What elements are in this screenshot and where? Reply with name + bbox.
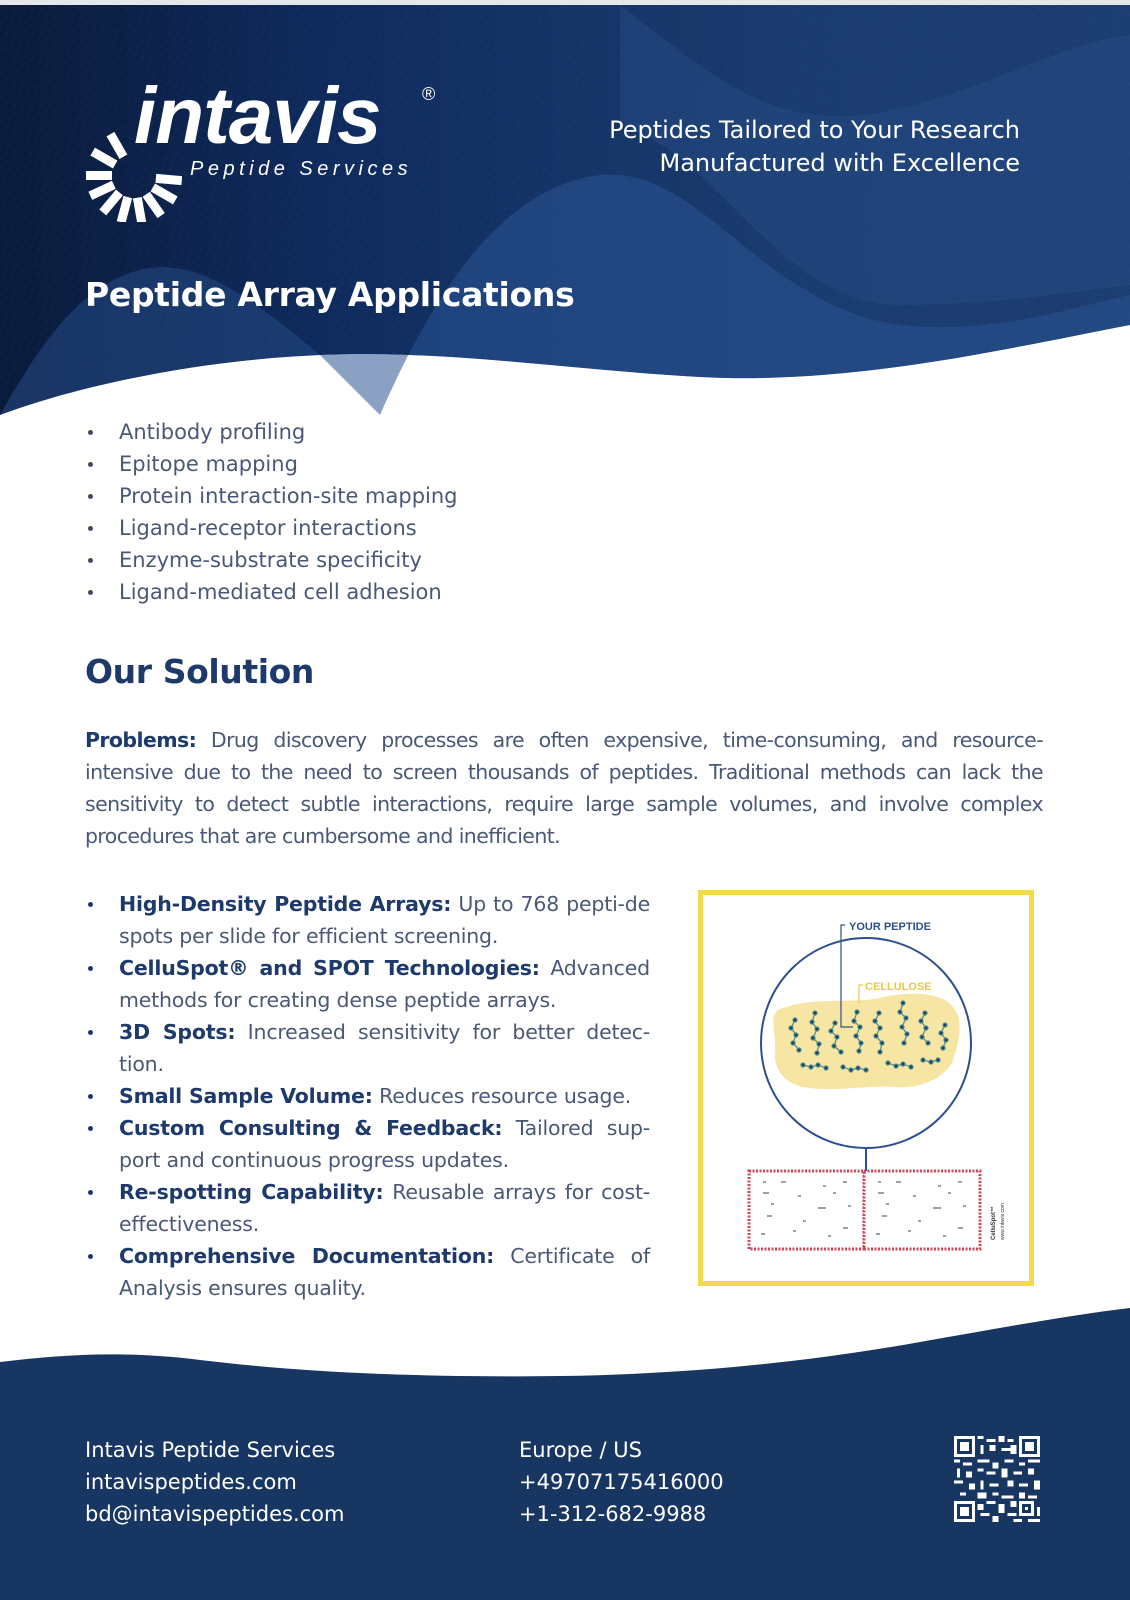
applications-list <box>85 416 458 608</box>
registered-mark: ® <box>422 84 436 104</box>
feature-label: Comprehensive Documentation: <box>119 1244 495 1268</box>
feature-text: Certificate of Analysis ensures quality. <box>119 1244 650 1300</box>
logo-wordmark: intavis <box>134 71 381 160</box>
list-item: Antibody profiling <box>85 416 458 448</box>
feature-text: Increased sensitivity for better detec-tion. <box>119 1020 650 1076</box>
feature-item <box>85 1016 650 1080</box>
feature-label: CelluSpot® and SPOT Technologies: <box>119 956 540 980</box>
feature-item <box>85 1240 650 1304</box>
contact-phone-block <box>519 1434 724 1530</box>
phone-eu[interactable]: +49707175416000 <box>519 1470 724 1494</box>
page-title: Peptide Array Applications <box>85 275 575 314</box>
feature-label: Custom Consulting & Feedback: <box>119 1116 503 1140</box>
logo-subtitle: Peptide Services <box>190 158 413 180</box>
website-link[interactable]: intavispeptides.com <box>85 1470 297 1494</box>
contact-company-block <box>85 1434 344 1530</box>
list-item: Epitope mapping <box>85 448 458 480</box>
email-link[interactable]: bd@intavispeptides.com <box>85 1502 345 1526</box>
region-label: Europe / US <box>519 1438 642 1462</box>
celluspot-diagram <box>698 890 1034 1286</box>
feature-text: Advanced methods for creating dense peptide arrays. <box>119 956 650 1012</box>
qr-code-icon[interactable] <box>954 1436 1040 1522</box>
feature-text: Up to 768 pepti-de spots per slide for efficient screening. <box>119 892 650 948</box>
slide-label-brand: CelluSpot™ <box>991 1206 997 1240</box>
list-item: Protein interaction-site mapping <box>85 480 458 512</box>
feature-item <box>85 1112 650 1176</box>
label-cellulose: CELLULOSE <box>865 981 932 993</box>
feature-label: Small Sample Volume: <box>119 1084 373 1108</box>
tagline <box>609 114 1020 180</box>
feature-text: Reusable arrays for cost-effectiveness. <box>119 1180 651 1236</box>
feature-text: Reduces resource usage. <box>372 1084 632 1108</box>
list-item: Enzyme-substrate specificity <box>85 544 458 576</box>
label-your-peptide: YOUR PEPTIDE <box>849 921 931 933</box>
problems-label: Problems: <box>85 728 197 752</box>
feature-item <box>85 888 650 952</box>
feature-label: High-Density Peptide Arrays: <box>119 892 452 916</box>
company-name: Intavis Peptide Services <box>85 1438 336 1462</box>
feature-label: 3D Spots: <box>119 1020 236 1044</box>
peptide-cellulose-illustration <box>703 895 1029 1281</box>
feature-item <box>85 1176 650 1240</box>
section-title-our-solution: Our Solution <box>85 652 315 691</box>
list-item: Ligand-receptor interactions <box>85 512 458 544</box>
tagline-line-1: Peptides Tailored to Your Research <box>609 116 1020 144</box>
problems-text: Drug discovery processes are often expensive, time-consuming, and resource-intensive due to the need to screen thousands of peptides. Traditional methods can lack the sensitivity to detect subtle interactions, require large sample volumes, and involve complex procedures that are cumbersome and inefficient. <box>85 728 1043 848</box>
feature-label: Re-spotting Capability: <box>119 1180 384 1204</box>
feature-item <box>85 952 650 1016</box>
phone-us[interactable]: +1-312-682-9988 <box>519 1502 707 1526</box>
intavis-logo <box>82 71 452 224</box>
problems-paragraph <box>85 724 1043 852</box>
slide-label-url: www.intavis.com <box>1000 1203 1006 1240</box>
tagline-line-2: Manufactured with Excellence <box>659 149 1020 177</box>
feature-item <box>85 1080 650 1112</box>
list-item: Ligand-mediated cell adhesion <box>85 576 458 608</box>
feature-text: Tailored sup-port and continuous progress updates. <box>119 1116 651 1172</box>
features-list <box>85 888 650 1304</box>
